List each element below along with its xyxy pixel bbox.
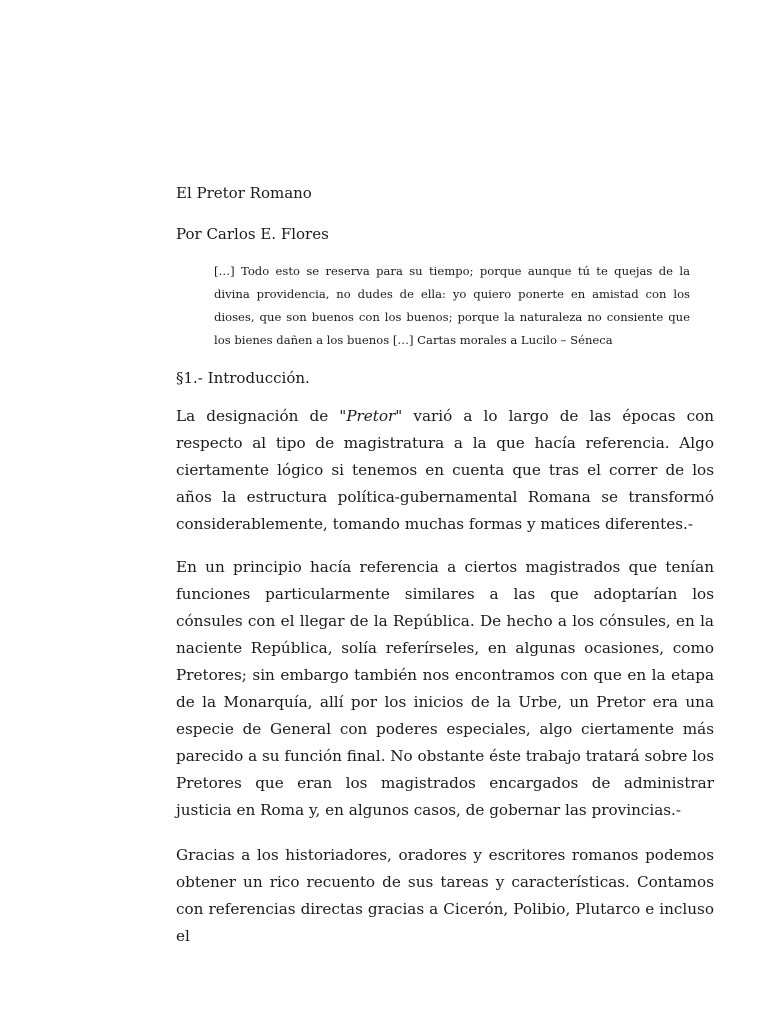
paragraph-1-italic: Pretor (346, 407, 396, 425)
paragraph-2: En un principio hacía referencia a ciertos magistrados que tenían funciones particularmente similares a las que adoptarían los cónsules con el llegar de la República. De hecho a los cónsules, en la naciente República, solía referírseles, en algunas ocasiones, como Pretores; sin embargo también nos encontramos con que en la etapa de la Monarquía, allí por los inicios de la Urbe, un Pretor era una especie de General con poderes especiales, algo ciertamente más parecido a su función final. No obstante éste trabajo tratará sobre los Pretores que eran los magistrados encargados de administrar justicia en Roma y, en algunos casos, de gobernar las provincias.- (176, 558, 714, 819)
paragraph-1-before: La designación de " (176, 407, 347, 425)
document-author: Por Carlos E. Flores (176, 225, 329, 243)
paragraph-3: Gracias a los historiadores, oradores y escritores romanos podemos obtener un rico recuento de sus tareas y características. Contamos con referencias directas gracias a Cicerón, Polibio, Plutarco e incluso el (176, 846, 714, 945)
paragraph-1 (176, 403, 714, 538)
epigraph-quote: […] Todo esto se reserva para su tiempo; porque aunque tú te quejas de la divina providencia, no dudes de ella: yo quiero ponerte en amistad con los dioses, que son buenos con los buenos; porque la naturaleza no consiente que los bienes dañen a los buenos […] Cartas morales a Lucilo – Séneca (214, 264, 690, 347)
paragraph-1-after: " varió a lo largo de las épocas con respecto al tipo de magistratura a la que hacía referencia. Algo ciertamente lógico si tenemos en cuenta que tras el correr de los años la estructura política-gubernamental Romana se transformó considerablemente, tomando muchas formas y matices diferentes.- (176, 407, 715, 533)
section-heading: §1.- Introducción. (176, 369, 310, 387)
document-title: El Pretor Romano (176, 184, 312, 202)
